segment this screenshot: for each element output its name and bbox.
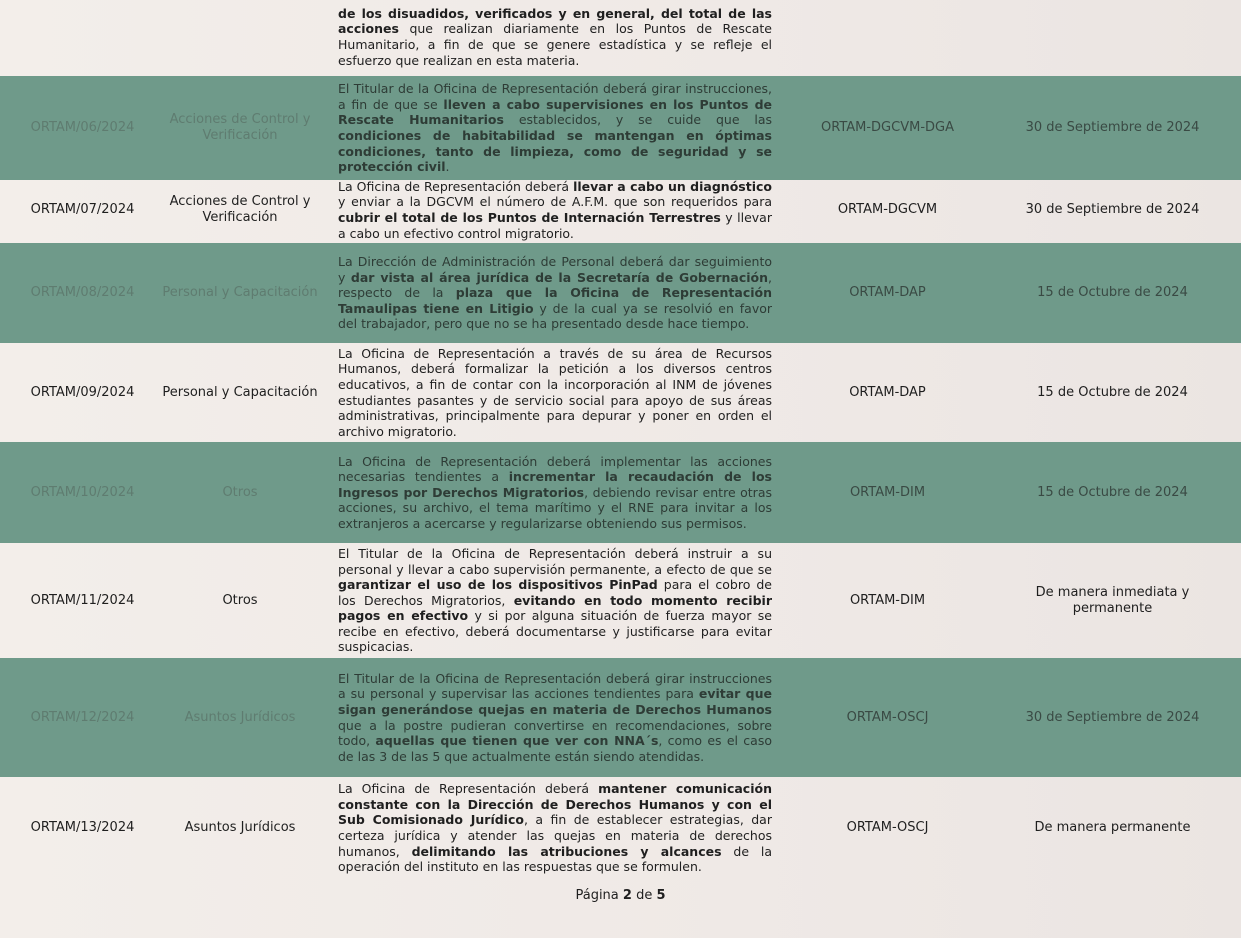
row-date: 15 de Octubre de 2024 [1037,484,1188,500]
text-run: La Oficina de Representación deberá [338,178,574,194]
text-run: El Titular de la Oficina de Representación deberá girar instrucciones, a fin de que se [338,81,772,112]
row-date: De manera permanente [1034,820,1191,835]
row-responsible: ORTAM-DIM [849,484,926,500]
bold-text: incrementar la recaudación de los Ingresos por Derechos Migratorios [338,469,772,500]
bold-text: llevar a cabo un diagnóstico [573,178,772,194]
text-run: y si por alguna situación de fuerza mayor se recibe en efectivo, deberá documentarse y justificarse para evitar suspicacias. [338,608,772,655]
table-row [0,243,1241,343]
bold-text: plaza que la Oficina de Representación Tamaulipas tiene en Litigio [338,285,772,316]
bold-text: delimitando las atribuciones y alcances [411,843,722,859]
total-pages: 5 [656,888,666,903]
table-row-fragment [0,0,1241,74]
row-code: ORTAM/10/2024 [30,484,135,500]
description-text [338,671,772,765]
row-category: Acciones de Control y Verificación [169,194,311,225]
row-description [338,343,772,442]
table-row [0,76,1241,180]
text-run: para el cobro de los Derechos Migratorios, [338,577,772,608]
row-code: ORTAM/08/2024 [30,285,135,300]
row-category: Otros [222,592,258,608]
bold-text: acciones [338,21,399,37]
row-responsible: ORTAM-DAP [849,285,926,300]
row-code: ORTAM/12/2024 [30,709,135,725]
text-run: El Titular de la Oficina de Representación deberá instruir a su personal y llevar a cabo supervisión permanente, a efecto de que se [338,545,772,577]
row-category: Otros [222,484,258,500]
row-category: Asuntos Jurídicos [184,820,296,835]
text-run: que a la postre pudieran convertirse en recomendaciones, sobre todo, [338,717,772,749]
description-text [338,454,772,532]
current-page: 2 [622,888,632,903]
text-run: y de la cual ya se resolvió en favor del trabajador, pero que no se ha presentado desde hace tiempo. [338,300,773,332]
page-number [0,888,1241,903]
row-responsible: ORTAM-DAP [849,384,926,400]
description-text [338,781,772,875]
row-date: 30 de Septiembre de 2024 [1025,202,1200,217]
row-category: Acciones de Control y Verificación [169,112,311,143]
text-run: y enviar a la DGCVM el número de A.F.M. que son requeridos para [338,194,772,210]
row-code: ORTAM/06/2024 [30,120,135,135]
row-responsible: ORTAM-DIM [849,592,926,608]
description-text [338,254,772,332]
bold-text: evitando en todo momento recibir pagos en efectivo [338,592,772,624]
row-description [338,243,772,343]
description-text [338,346,772,440]
row-description [338,543,772,658]
row-category: Asuntos Jurídicos [184,709,296,725]
table-row [0,343,1241,442]
row-description [338,658,772,777]
row-responsible: ORTAM-DGCVM [837,202,938,217]
table-row [0,543,1241,658]
row-date: De manera inmediata y permanente [1035,584,1190,616]
row-date: 15 de Octubre de 2024 [1037,285,1188,300]
row-responsible: ORTAM-OSCJ [846,820,929,835]
description-text [338,179,772,241]
bold-text: mantener comunicación constante con la Dirección de Derechos Humanos y con el Sub Comisionado Jurídico [338,781,772,828]
text-run: La Oficina de Representación deberá [338,781,599,797]
row-code: ORTAM/09/2024 [30,384,135,400]
row-description [338,442,772,543]
text-run: establecidos, y se cuide que las [503,112,772,128]
row-date: 30 de Septiembre de 2024 [1025,709,1200,725]
table-row [0,658,1241,777]
text-run: La Oficina de Representación deberá implementar las acciones necesarias tendientes a [338,453,772,485]
text-run: , a fin de establecer estrategias, dar certeza jurídica y atender las quejas en materia de derechos humanos, [338,812,772,859]
table-row [0,442,1241,543]
text-run: , como es el caso de las 3 de las 5 que actualmente están siendo atendidas. [338,733,773,764]
bold-text: dar vista al área jurídica de la Secretaría de Gobernación [350,269,769,285]
description-text [338,546,772,655]
row-description [338,180,772,240]
text-run: El Titular de la Oficina de Representación deberá girar instrucciones a su personal y supervisar las acciones tendientes para [338,670,772,702]
row-description [338,777,772,879]
row-description [338,76,772,180]
text-run: . [445,159,450,175]
text-run: La Oficina de Representación a través de su área de Recursos Humanos, deberá formalizar la petición a los diversos centros educativos, a fin de contar con la incorporación al INM de jóvenes estudiantes pasantes y de servicio social para apoyo de sus áreas administrativas, principalmente para depurar y poner en orden el archivo migratorio. [338,345,772,439]
description-text [338,6,772,68]
row-description [338,0,772,74]
description-text [338,81,772,175]
row-code: ORTAM/07/2024 [30,202,135,217]
table-row [0,777,1241,879]
row-category: Personal y Capacitación [162,285,318,300]
text-run: y llevar a cabo un efectivo control migratorio. [338,210,772,241]
bold-text: cubrir el total de los Puntos de Internación Terrestres [338,210,721,225]
bold-text: lleven a cabo supervisiones en los Puntos de Rescate Humanitarios [338,96,773,128]
bold-text: evitar que sigan generándose quejas en materia de Derechos Humanos [338,686,772,717]
bold-text: aquellas que tienen que ver con NNA´s [375,733,659,749]
table-row [0,180,1241,240]
text-run: de la operación del instituto en las respuestas que se formulen. [338,843,772,875]
text-run: , respecto de la [338,269,772,301]
row-responsible: ORTAM-OSCJ [846,709,929,725]
row-date: 30 de Septiembre de 2024 [1025,120,1200,135]
row-code: ORTAM/13/2024 [30,820,135,835]
page-of: de [631,888,657,903]
row-category: Personal y Capacitación [162,384,318,400]
text-run: , debiendo revisar entre otras acciones, su archivo, el tema marítimo y el RNE para invitar a los extranjeros a acercarse y regularizarse obteniendo sus permisos. [338,484,772,531]
text-run: La Dirección de Administración de Personal deberá dar seguimiento y [338,254,772,285]
row-code: ORTAM/11/2024 [30,592,135,608]
bold-text: condiciones de habitabilidad se mantengan en óptimas condiciones, tanto de limpieza, como de seguridad y se protección civil [338,128,772,175]
text-run: que realizan diariamente en los Puntos de Rescate Humanitario, a fin de que se genere estadística y se refleje el esfuerzo que realizan en esta materia. [338,21,772,68]
row-date: 15 de Octubre de 2024 [1037,384,1188,400]
row-responsible: ORTAM-DGCVM-DGA [821,120,954,135]
bold-text: garantizar el uso de los dispositivos PinPad [338,577,658,593]
bold-text: de los disuadidos, verificados y en general, del total de las [338,5,772,21]
page-label: Página [575,888,623,903]
